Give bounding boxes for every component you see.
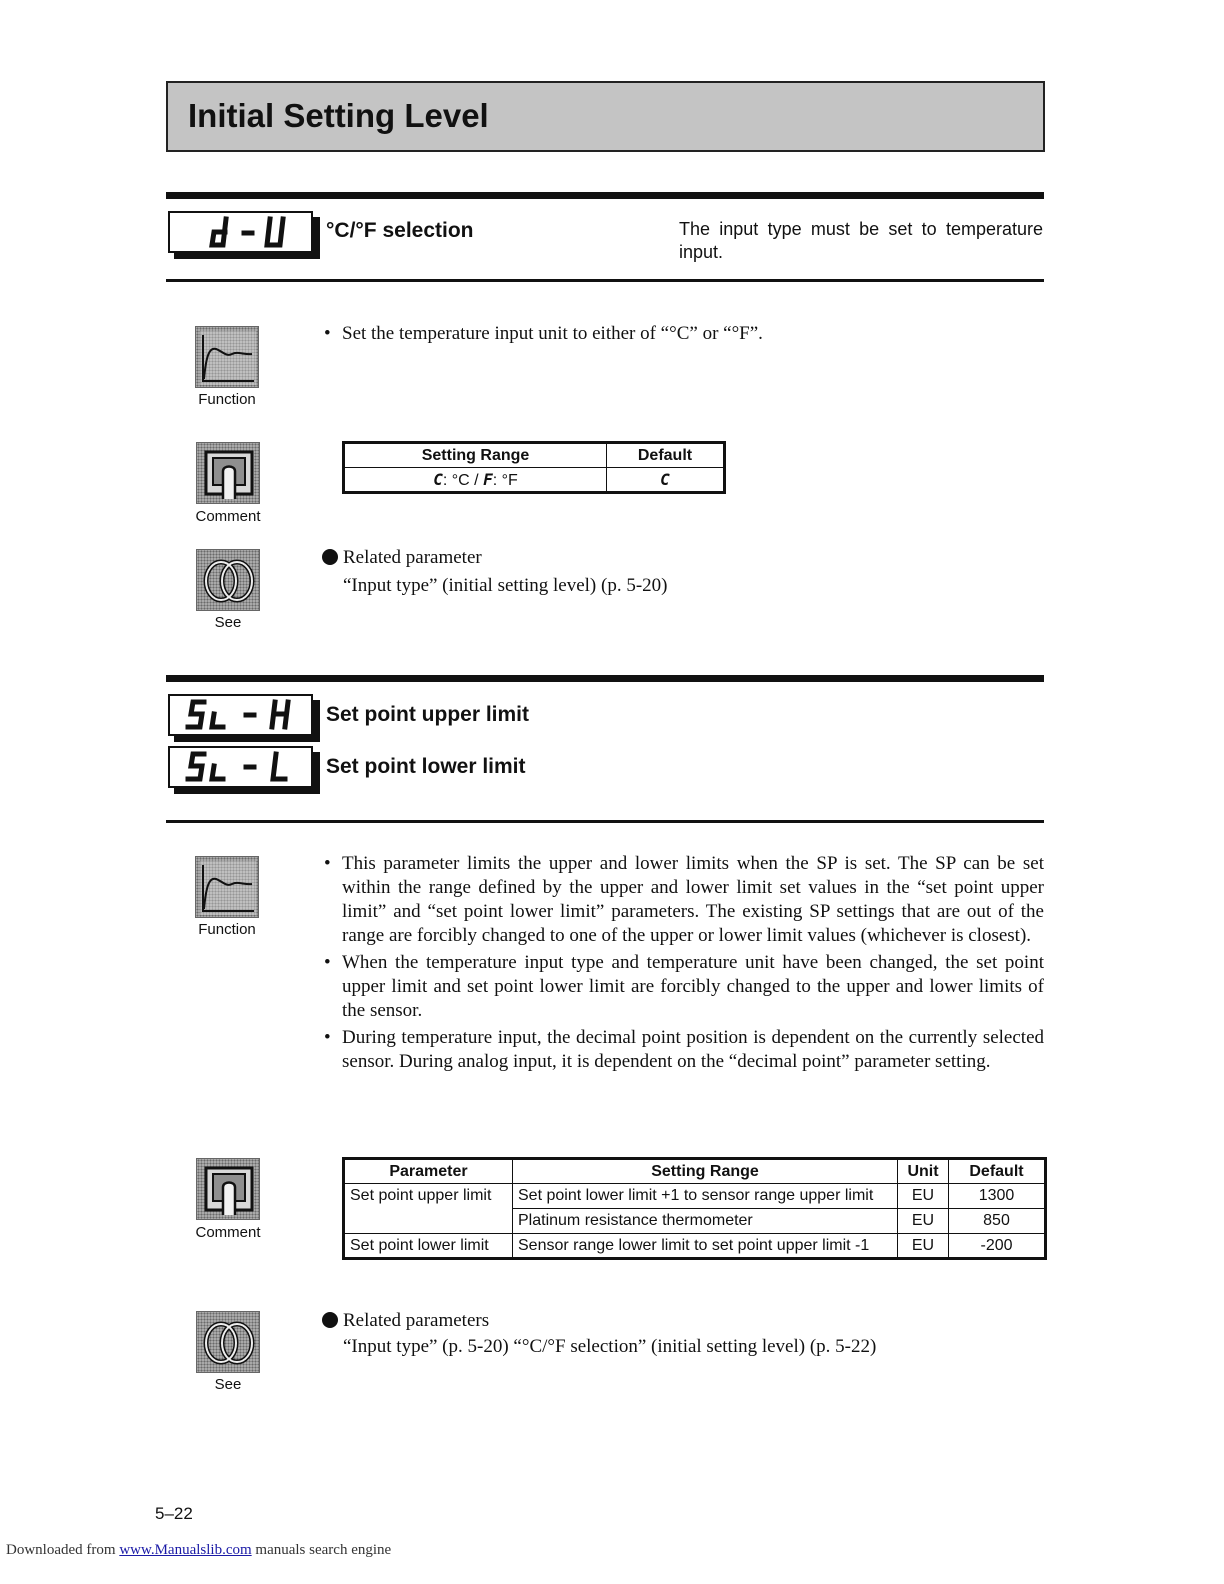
table-cell-default: -200 (949, 1234, 1046, 1259)
param-note: The input type must be set to temperature input. (679, 219, 1043, 262)
table-header: Unit (898, 1159, 949, 1184)
function-bullets (324, 322, 1044, 346)
lcd-code-text (218, 214, 298, 250)
related-title: Related parameter (343, 547, 482, 568)
table-header: Parameter (344, 1159, 513, 1184)
lcd-symbol-c: C (433, 469, 443, 489)
range-text-c: : °C / (442, 471, 484, 489)
bullet-item: • This parameter limits the upper and lower limits when the SP is set. The SP can be set within the range defined by the upper and lower limit set values in the “set point upper limit” and “set point lower limit” parameters. The existing SP settings that are out of the range are forcibly changed to one of the upper or lower limit values (whichever is closest). (324, 852, 1044, 948)
footer (6, 1542, 391, 1559)
manualslib-link[interactable]: www.Manualslib.com (119, 1542, 252, 1558)
table-cell-unit: EU (898, 1209, 949, 1234)
section-divider (166, 675, 1044, 682)
lcd-code-text-lower (190, 752, 290, 788)
table-header: Default (607, 443, 725, 468)
param-title-sp-upper: Set point upper limit (326, 703, 529, 726)
function-label: Function (198, 391, 256, 408)
footer-suffix: manuals search engine (251, 1542, 392, 1558)
lcd-symbol-f: F (483, 469, 493, 489)
bullet-dot-icon (322, 1312, 338, 1328)
table-cell-range: Platinum resistance thermometer (513, 1209, 898, 1234)
table-cell-default: C (607, 468, 725, 493)
comment-label: Comment (195, 1224, 261, 1241)
table-cell-parameter: Set point upper limit (344, 1184, 513, 1234)
table-cell-unit: EU (898, 1234, 949, 1259)
comment-icon (196, 442, 260, 504)
footer-prefix: Downloaded from (6, 1542, 120, 1558)
setting-range-table-2 (342, 1157, 1047, 1260)
table-header: Setting Range (344, 443, 607, 468)
bullet-item: • When the temperature input type and temperature unit have been changed, the set point upper limit and set point lower limit are forcibly changed to the upper and lower limits of the sensor. (324, 951, 1044, 1023)
see-label: See (214, 1376, 242, 1393)
table-cell-range: Sensor range lower limit to set point upper limit -1 (513, 1234, 898, 1259)
table-cell-unit: EU (898, 1184, 949, 1209)
table-cell-default: 850 (949, 1209, 1046, 1234)
related-text: “Input type” (initial setting level) (p. 5-20) (343, 575, 668, 596)
table-header: Default (949, 1159, 1046, 1184)
related-parameters (322, 1309, 1042, 1359)
related-parameter (322, 546, 1042, 598)
table-cell-range (344, 468, 607, 493)
bullet-item: • During temperature input, the decimal point position is dependent on the currently selected sensor. During analog input, it is dependent on the “decimal point” parameter setting. (324, 1026, 1044, 1074)
see-icon (196, 549, 260, 611)
section-divider (166, 192, 1044, 199)
comment-label: Comment (195, 508, 261, 525)
function-label: Function (198, 921, 256, 938)
page-number: 5–22 (155, 1504, 193, 1523)
see-icon (196, 1311, 260, 1373)
range-text-f: : °F (492, 471, 518, 489)
setting-range-table-1 (342, 441, 726, 494)
related-text: “Input type” (p. 5-20) “°C/°F selection” (initial setting level) (p. 5-22) (343, 1336, 877, 1357)
table-header: Setting Range (513, 1159, 898, 1184)
table-row (344, 468, 725, 493)
level-header (166, 81, 1045, 152)
comment-icon (196, 1158, 260, 1220)
section-divider-thin (166, 279, 1044, 282)
lcd-code-text-upper (190, 700, 290, 736)
related-title: Related parameters (343, 1310, 490, 1331)
function-icon (195, 856, 259, 918)
param-title-sp-lower: Set point lower limit (326, 755, 526, 778)
table-row (344, 1184, 1046, 1209)
section-divider-thin (166, 820, 1044, 823)
see-label: See (214, 614, 242, 631)
bullet-item: • Set the temperature input unit to either of “°C” or “°F”. (324, 322, 1044, 346)
param-title-cf-selection: °C/°F selection (326, 219, 474, 242)
function-icon (195, 326, 259, 388)
level-title: Initial Setting Level (188, 97, 489, 134)
bullet-dot-icon (322, 549, 338, 565)
table-cell-parameter: Set point lower limit (344, 1234, 513, 1259)
table-cell-range: Set point lower limit +1 to sensor range upper limit (513, 1184, 898, 1209)
function-bullets (324, 852, 1044, 1074)
table-cell-default: 1300 (949, 1184, 1046, 1209)
table-row (344, 1234, 1046, 1259)
